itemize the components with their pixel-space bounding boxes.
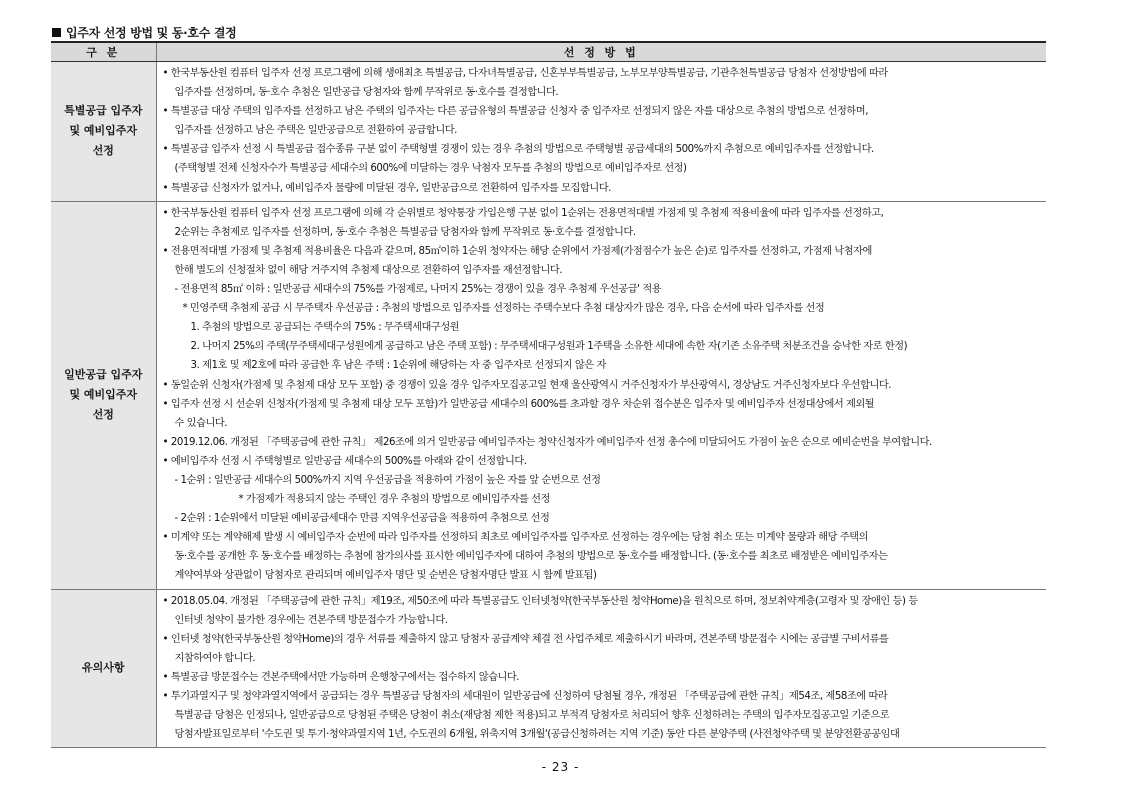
content-line: - 1순위 : 일반공급 세대수의 500%까지 지역 우선공급을 적용하여 가점이 높은 자를 앞 순번으로 선정 (174, 474, 601, 486)
row-category: 유의사항 (51, 589, 156, 748)
content-line: • 예비입주자 선정 시 주택형별로 일반공급 세대수의 500%를 아래와 같이 선정합니다. (162, 455, 527, 467)
content-line: 한해 별도의 신청절차 없이 해당 거주지역 추첨제 대상으로 전환하여 입주자를 재선정합니다. (174, 264, 563, 276)
content-line: 동·호수를 공개한 후 동·호수를 배정하는 추첨에 참가의사를 표시한 예비입주자에 대하여 추첨의 방법으로 동·호수를 배정합니다. (동·호수를 최초로 배정받은 예비입주자는 (174, 551, 888, 563)
content-line: (주택형별 전체 신청자수가 특별공급 세대수의 600%에 미달하는 경우 낙첨자 모두를 추첨의 방법으로 예비입주자로 선정) (174, 163, 687, 175)
content-line: 2순위는 추첨제로 입주자를 선정하며, 동·호수 추첨은 특별공급 당첨자와 함께 무작위로 동·호수를 결정합니다. (174, 226, 636, 238)
content-line: 2. 나머지 25%의 주택(무주택세대구성원에게 공급하고 남은 주택 포함) : 무주택세대구성원과 1주택을 소유한 세대에 속한 자(기존 소유주택 처분조건을 승낙한 자로 한정) (190, 341, 908, 353)
content-line: • 특별공급 신청자가 없거나, 예비입주자 물량에 미달된 경우, 일반공급으로 전환하여 입주자를 모집합니다. (162, 182, 611, 194)
content-line: - 전용면적 85㎡ 이하 : 일반공급 세대수의 75%를 가점제로, 나머지 25%는 경쟁이 있을 경우 추첨제 우선공급' 적용 (174, 284, 662, 296)
section-title (52, 24, 236, 41)
row-category: 특별공급 입주자 및 예비입주자 선정 (51, 62, 156, 202)
content-line: • 한국부동산원 컴퓨터 입주자 선정 프로그램에 의해 각 순위별로 청약통장 가입은행 구분 없이 1순위는 전용면적대별 가점제 및 추첨제 적용비율에 따라 입주자를 선정하고, (162, 207, 884, 219)
content-line: • 동일순위 신청자(가점제 및 추첨제 대상 모두 포함) 중 경쟁이 있을 경우 입주자모집공고일 현재 울산광역시 거주신청자가 부산광역시, 경상남도 거주신청자보다 우선합니다. (162, 379, 892, 391)
row-category: 일반공급 입주자 및 예비입주자 선정 (51, 201, 156, 589)
page-number: - 23 - (541, 760, 580, 774)
content-line: 당첨자발표일로부터 '수도권 및 투기·청약과열지역 1년, 수도권의 6개월, 위축지역 3개월'(공급신청하려는 지역 기준) 동안 다른 분양주택 (사전청약주택 및 분양전환공공임대 (174, 729, 900, 741)
content-line: • 인터넷 청약(한국부동산원 청약Home)의 경우 서류를 제출하지 않고 당첨자 공급계약 체결 전 사업주체로 제출하시기 바라며, 견본주택 방문접수 시에는 공급별 구비서류를 (162, 633, 889, 645)
content-line: 특별공급 당첨은 인정되나, 일반공급으로 당첨된 주택은 당첨이 취소(재당첨 제한 적용)되고 부적격 당첨자로 처리되어 향후 신청하려는 주택의 입주자모집공고일 기준으로 (174, 710, 890, 722)
content-line: 입주자를 선정하고 남은 주택은 일반공급으로 전환하여 공급합니다. (174, 125, 457, 137)
content-line: • 전용면적대별 가점제 및 추첨제 적용비율은 다음과 같으며, 85㎡이하 1순위 청약자는 해당 순위에서 가점제(가점점수가 높은 순)로 입주자를 선정하고, 가점제 낙첨자에 (162, 245, 872, 257)
header-method: 선 정 방 법 (156, 42, 1046, 62)
content-line: • 특별공급 대상 주택의 입주자를 선정하고 남은 주택의 입주자는 다른 공급유형의 특별공급 신청자 중 입주자로 선정되지 않은 자를 대상으로 추첨의 방법으로 선정하며, (162, 106, 868, 118)
content-line: 계약여부와 상관없이 당첨자로 관리되며 예비입주자 명단 및 순번은 당첨자명단 발표 시 함께 발표됨) (174, 570, 597, 582)
content-line: * 민영주택 추첨제 공급 시 무주택자 우선공급 : 추첨의 방법으로 입주자를 선정하는 주택수보다 추첨 대상자가 많은 경우, 다음 순서에 따라 입주자를 선정 (182, 303, 825, 315)
content-line: 지참하여야 합니다. (174, 652, 256, 664)
content-line: 3. 제1호 및 제2호에 따라 공급한 후 남은 주택 : 1순위에 해당하는 자 중 입주자로 선정되지 않은 자 (190, 360, 606, 372)
selection-method-table (51, 41, 1046, 748)
content-line: 수 있습니다. (174, 417, 228, 429)
header-category: 구 분 (51, 42, 156, 62)
square-bullet-icon (52, 28, 61, 37)
row-content (156, 589, 1046, 748)
content-line: • 미계약 또는 계약해제 발생 시 예비입주자 순번에 따라 입주자를 선정하되 최초로 예비입주자를 입주자로 선정하는 경우에는 당첨 취소 또는 미계약 물량과 해당 주택의 (162, 532, 868, 544)
content-line: - 2순위 : 1순위에서 미달된 예비공급세대수 만큼 지역우선공급을 적용하여 추첨으로 선정 (174, 513, 550, 525)
content-line: 입주자를 선정하며, 동·호수 추첨은 일반공급 당첨자와 함께 무작위로 동·호수를 결정합니다. (174, 87, 559, 99)
content-line: 인터넷 청약이 불가한 경우에는 견본주택 방문접수가 가능합니다. (174, 614, 448, 626)
content-line: • 한국부동산원 컴퓨터 입주자 선정 프로그램에 의해 생애최초 특별공급, 다자녀특별공급, 신혼부부특별공급, 노부모부양특별공급, 기관추천특별공급 당첨자 선정방법에 따라 (162, 68, 888, 79)
content-line: • 특별공급 입주자 선정 시 특별공급 접수종류 구분 없이 주택형별 경쟁이 있는 경우 추첨의 방법으로 주택형별 공급세대의 500%까지 추첨으로 예비입주자를 선정합니다. (162, 144, 874, 156)
content-line: 1. 추첨의 방법으로 공급되는 주택수의 75% : 무주택세대구성원 (190, 322, 460, 334)
table-row-notes (51, 589, 1046, 748)
content-line: • 특별공급 방문접수는 견본주택에서만 가능하며 은행창구에서는 접수하지 않습니다. (162, 671, 520, 683)
section-title-text: 입주자 선정 방법 및 동·호수 결정 (66, 26, 237, 40)
content-line: • 2018.05.04. 개정된 「주택공급에 관한 규칙」제19조, 제50조에 따라 특별공급도 인터넷청약(한국부동산원 청약Home)을 원칙으로 하며, 정보취약계층(고령자 및 장애인 등) 등 (162, 595, 918, 607)
row-content (156, 62, 1046, 202)
content-line: • 투기과열지구 및 청약과열지역에서 공급되는 경우 특별공급 당첨자의 세대원이 일반공급에 신청하여 당첨될 경우, 개정된 「주택공급에 관한 규칙」제54조, 제58조에 따라 (162, 691, 888, 702)
content-line: * 가점제가 적용되지 않는 주택인 경우 추첨의 방법으로 예비입주자를 선정 (238, 494, 550, 506)
table-header-row (51, 42, 1046, 62)
table-row-special-supply (51, 62, 1046, 202)
content-line: • 입주자 선정 시 선순위 신청자(가점제 및 추첨제 대상 모두 포함)가 일반공급 세대수의 600%를 초과할 경우 차순위 접수분은 입주자 및 예비입주자 선정대상에서 제외될 (162, 398, 875, 410)
row-content (156, 201, 1046, 589)
content-line: • 2019.12.06. 개정된 「주택공급에 관한 규칙」 제26조에 의거 일반공급 예비입주자는 청약신청자가 예비입주자 선정 총수에 미달되어도 가점이 높은 순으로 예비순번을 부여합니다. (162, 436, 932, 448)
table-row-general-supply (51, 201, 1046, 589)
